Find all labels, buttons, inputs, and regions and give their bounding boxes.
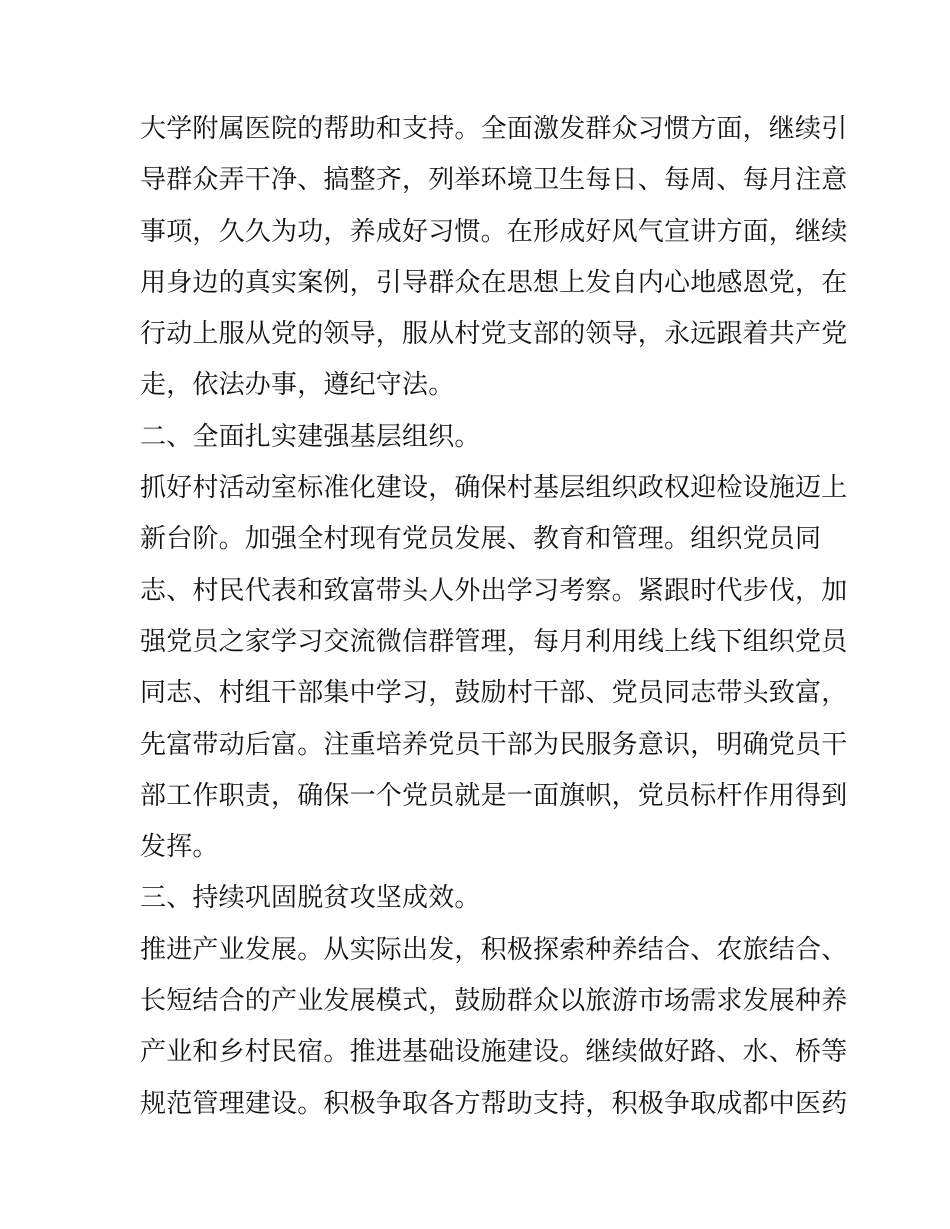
text-line: 抓好村活动室标准化建设，确保村基层组织政权迎检设施迈上 (140, 473, 848, 504)
text-line: 行动上服从党的领导，服从村党支部的领导，永远跟着共产党 (140, 319, 848, 350)
text-line: 新台阶。加强全村现有党员发展、教育和管理。组织党员同 (140, 524, 822, 555)
text-line: 事项，久久为功，养成好习惯。在形成好风气宣讲方面，继续 (140, 216, 848, 247)
text-line: 推进产业发展。从实际出发，积极探索种养结合、农旅结合、 (140, 934, 848, 965)
text-line: 用身边的真实案例，引导群众在思想上发自内心地感恩党，在 (140, 267, 848, 298)
document-body (140, 104, 848, 1130)
text-line: 产业和乡村民宿。推进基础设施建设。继续做好路、水、桥等 (140, 1037, 848, 1068)
text-line: 长短结合的产业发展模式，鼓励群众以旅游市场需求发展种养 (140, 986, 848, 1017)
text-line: 强党员之家学习交流微信群管理，每月利用线上线下组织党员 (140, 626, 848, 657)
text-line: 导群众弄干净、搞整齐，列举环境卫生每日、每周、每月注意 (140, 165, 848, 196)
text-line: 同志、村组干部集中学习，鼓励村干部、党员同志带头致富， (140, 678, 848, 709)
section-heading: 二、全面扎实建强基层组织。 (140, 421, 481, 452)
text-line: 先富带动后富。注重培养党员干部为民服务意识，明确党员干 (140, 729, 848, 760)
text-line: 大学附属医院的帮助和支持。全面激发群众习惯方面，继续引 (140, 114, 848, 144)
text-line: 走，依法办事，遵纪守法。 (140, 370, 455, 401)
text-line: 规范管理建设。积极争取各方帮助支持，积极争取成都中医药 (140, 1088, 848, 1119)
section-heading: 三、持续巩固脱贫攻坚成效。 (140, 883, 481, 914)
text-line: 志、村民代表和致富带头人外出学习考察。紧跟时代步伐，加 (140, 575, 848, 606)
text-line: 发挥。 (140, 832, 219, 863)
text-line: 部工作职责，确保一个党员就是一面旗帜，党员标杆作用得到 (140, 780, 848, 811)
